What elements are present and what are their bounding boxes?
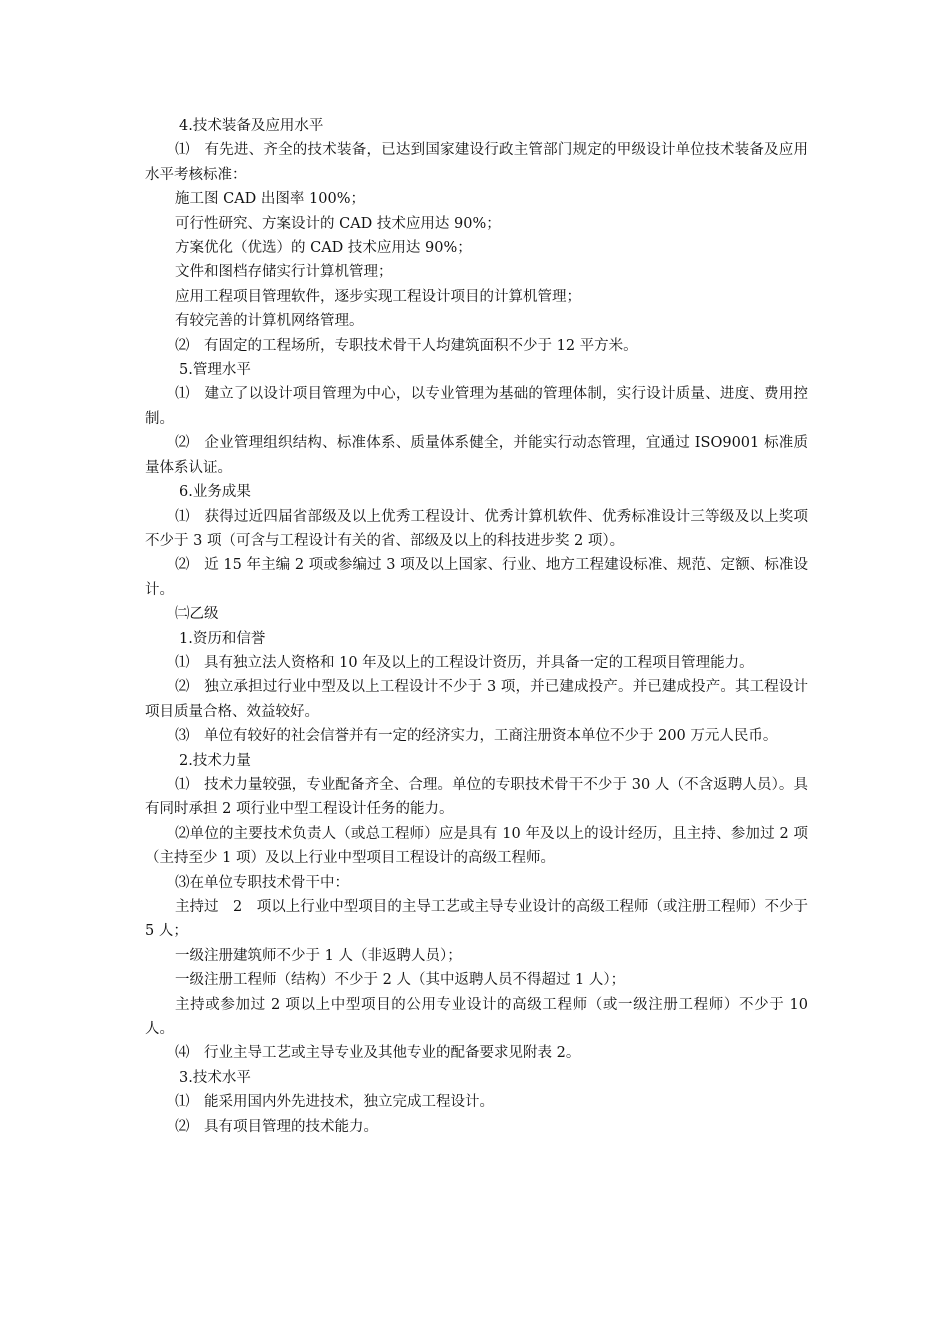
paragraph: ⑵单位的主要技术负责人（或总工程师）应是具有 10 年及以上的设计经历，且主持、参加过 2 项（主持至少 1 项）及以上行业中型项目工程设计的高级工程师。 (145, 825, 808, 867)
paragraph: ⑵ 具有项目管理的技术能力。 (175, 1118, 378, 1135)
paragraph: ⑴ 有先进、齐全的技术装备，已达到国家建设行政主管部门规定的甲级设计单位技术装备及应用水平考核标准： (145, 142, 808, 183)
paragraph: ⑴ 技术力量较强，专业配备齐全、合理。单位的专职技术骨干不少于 30 人（不含返聘人员）。具有同时承担 2 项行业中型工程设计任务的能力。 (145, 776, 808, 818)
section-heading: 6.业务成果 (179, 484, 251, 501)
paragraph: ⑴ 具有独立法人资格和 10 年及以上的工程设计资历，并具备一定的工程项目管理能力。 (175, 654, 754, 671)
paragraph: 主持或参加过 2 项以上中型项目的公用专业设计的高级工程师（或一级注册工程师）不少于 10 人。 (145, 996, 808, 1038)
paragraph: ⑷ 行业主导工艺或主导专业及其他专业的配备要求见附表 2。 (175, 1045, 581, 1062)
paragraph: 主持过 2 项以上行业中型项目的主导工艺或主导专业设计的高级工程师（或注册工程师）不少于 5 人； (145, 899, 808, 940)
paragraph: 一级注册工程师（结构）不少于 2 人（其中返聘人员不得超过 1 人）； (175, 972, 626, 989)
paragraph: ⑵ 近 15 年主编 2 项或参编过 3 项及以上国家、行业、地方工程建设标准、规范、定额、标准设计。 (145, 557, 808, 598)
section-heading: 4.技术装备及应用水平 (179, 118, 324, 134)
paragraph: 方案优化（优选）的 CAD 技术应用达 90%； (175, 240, 472, 257)
paragraph: 文件和图档存储实行计算机管理； (175, 264, 393, 281)
paragraph: ⑴ 建立了以设计项目管理为中心，以专业管理为基础的管理体制，实行设计质量、进度、费用控制。 (145, 386, 808, 427)
paragraph: ⑵ 有固定的工程场所，专职技术骨干人均建筑面积不少于 12 平方米。 (175, 337, 638, 354)
section-heading: 3.技术水平 (179, 1069, 251, 1086)
paragraph: ⑴ 能采用国内外先进技术，独立完成工程设计。 (175, 1094, 494, 1111)
paragraph: 应用工程项目管理软件，逐步实现工程设计项目的计算机管理； (175, 288, 581, 305)
paragraph: 一级注册建筑师不少于 1 人（非返聘人员）； (175, 947, 462, 964)
paragraph: ⑴ 获得过近四届省部级及以上优秀工程设计、优秀计算机软件、优秀标准设计三等级及以上奖项不少于 3 项（可含与工程设计有关的省、部级及以上的科技进步奖 2 项）。 (145, 508, 808, 549)
paragraph: ⑶在单位专职技术骨干中： (175, 874, 349, 891)
section-heading: 1.资历和信誉 (179, 630, 266, 647)
paragraph: ⑶ 单位有较好的社会信誉并有一定的经济实力，工商注册资本单位不少于 200 万元人民币。 (175, 728, 778, 745)
section-heading: 2.技术力量 (179, 752, 251, 769)
document-page (145, 114, 808, 1139)
section-heading: 5.管理水平 (179, 362, 251, 379)
paragraph: 可行性研究、方案设计的 CAD 技术应用达 90%； (175, 215, 501, 232)
paragraph: ⑵ 企业管理组织结构、标准体系、质量体系健全，并能实行动态管理，宜通过 ISO9001 标准质量体系认证。 (145, 435, 808, 476)
paragraph: 有较完善的计算机网络管理。 (175, 313, 364, 330)
paragraph: ⑵ 独立承担过行业中型及以上工程设计不少于 3 项，并已建成投产。并已建成投产。其工程设计项目质量合格、效益较好。 (145, 679, 808, 720)
grade-heading: ㈡乙级 (175, 606, 219, 623)
paragraph: 施工图 CAD 出图率 100%； (175, 191, 365, 208)
